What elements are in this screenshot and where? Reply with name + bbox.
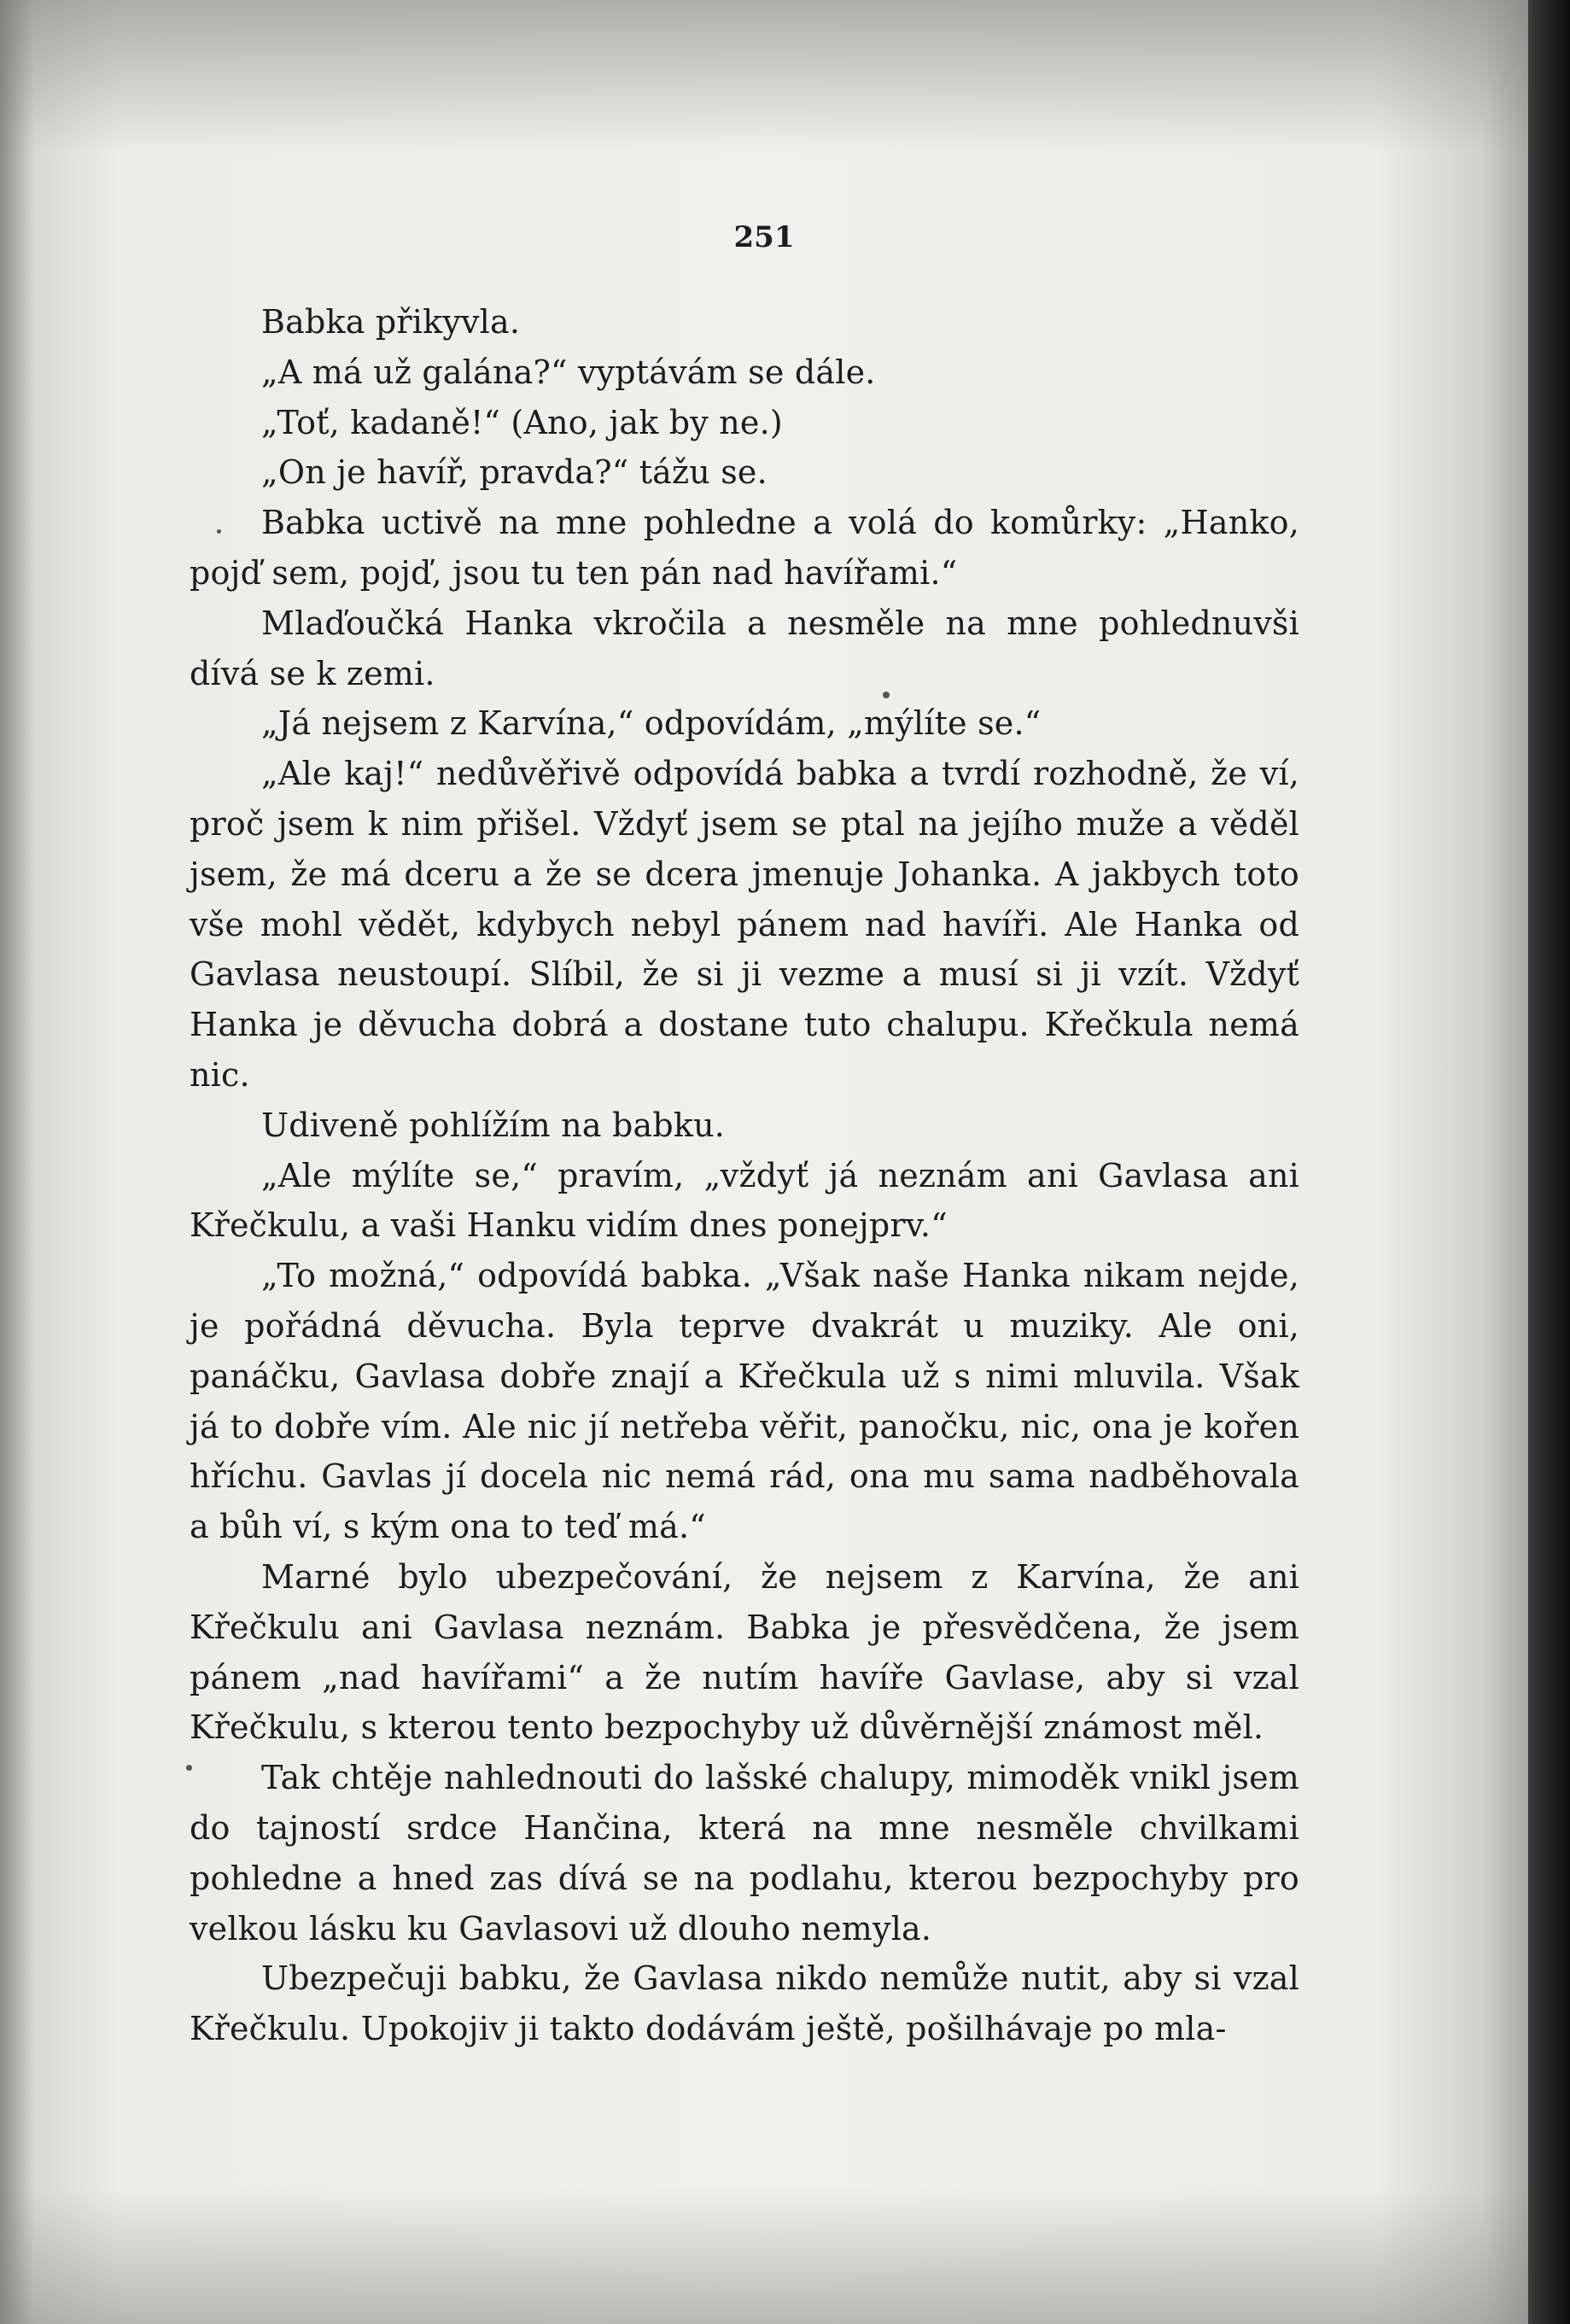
paragraph: „Ale mýlíte se,“ pravím, „vždyť já neznám ani Gavlasa ani Křečkulu, a vaši Hanku vidím dnes ponejprv.“ (190, 1156, 1299, 1245)
paragraph: „Ale kaj!“ nedůvěřivě odpovídá babka a tvrdí rozhodně, že ví, proč jsem k nim přišel. Vždyť jsem se ptal na jejího muže a věděl jsem, že má dceru a že se dcera jmenuje Johanka. A jakbych toto vše mohl vědět, kdybych nebyl pánem nad havíři. Ale Hanka od Gavlasa neustoupí. Slíbil, že si ji vezme a musí si ji vzít. Vždyť Hanka je děvucha dobrá a dostane tuto chalupu. Křečkula nemá nic. (190, 755, 1299, 1094)
paragraph: „Toť, kadaně!“ (Ano, jak by ne.) (261, 403, 783, 441)
body-text (190, 297, 1299, 2054)
paragraph: Tak chtěje nahlednouti do lašské chalupy, mimoděk vnikl jsem do tajností srdce Hančina, která na mne nesměle chvilkami pohledne a hned zas dívá se na podlahu, kterou bezpochyby pro velkou lásku ku Gavlasovi už dlouho nemyla. (190, 1759, 1299, 1947)
paragraph: „To možná,“ odpovídá babka. „Však naše Hanka nikam nejde, je pořádná děvucha. Byla teprve dvakrát u muziky. Ale oni, panáčku, Gavlasa dobře znají a Křečkula už s nimi mluvila. Však já to dobře vím. Ale nic jí netřeba věřit, panočku, nic, ona je kořen hříchu. Gavlas jí docela nic nemá rád, ona mu sama nadběhovala a bůh ví, s kým ona to teď má.“ (190, 1257, 1299, 1546)
page-number: 251 (733, 220, 795, 254)
paragraph: „Já nejsem z Karvína,“ odpovídám, „mýlíte se.“ (261, 704, 1042, 743)
print-speck (217, 529, 221, 534)
paragraph: Babka přikyvla. (261, 303, 521, 341)
paragraph: Babka uctivě na mne pohledne a volá do komůrky: „Hanko, pojď sem, pojď, jsou tu ten pán nad havířami.“ (190, 504, 1299, 592)
print-speck (883, 692, 890, 698)
paragraph: Marné bylo ubezpečování, že nejsem z Karvína, že ani Křečkulu ani Gavlasa neznám. Babka je přesvědčena, že jsem pánem „nad havířami“ a že nutím havíře Gavlase, aby si vzal Křečkulu, s kterou tento bezpochyby už důvěrnější známost měl. (190, 1557, 1299, 1747)
paragraph: Udiveně pohlížím na babku. (261, 1106, 726, 1144)
print-speck (186, 1765, 192, 1771)
paragraph: „On je havíř, pravda?“ tážu se. (261, 453, 767, 492)
book-spine-shadow (1528, 0, 1570, 2324)
paragraph: Mlaďoučká Hanka vkročila a nesměle na mne pohlednuvši dívá se k zemi. (190, 604, 1299, 692)
paragraph: „A má už galána?“ vyptávám se dále. (261, 353, 876, 391)
paragraph: Ubezpečuji babku, že Gavlasa nikdo nemůže nutit, aby si vzal Křečkulu. Upokojiv ji takto dodávám ještě, pošilhávaje po mla- (190, 1959, 1299, 2048)
